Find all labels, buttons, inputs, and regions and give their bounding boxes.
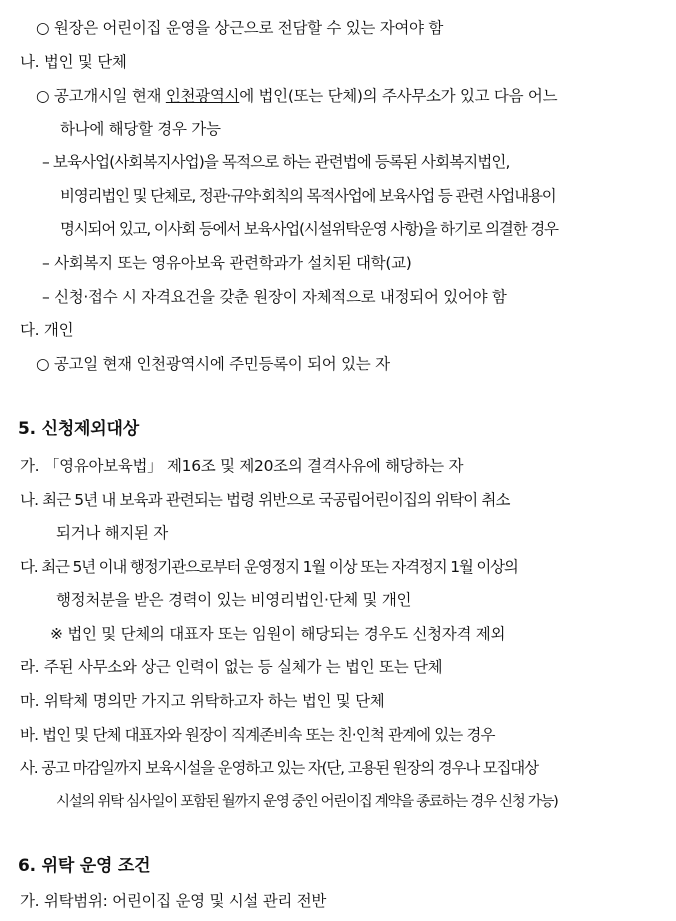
- text-line: 되거나 해지된 자: [56, 524, 168, 542]
- text-segment: 에 법인(또는 단체)의 주사무소가 있고 다음 어느: [239, 87, 558, 105]
- text-line: 명시되어 있고, 이사회 등에서 보육사업(시설위탁운영 사항)을 하기로 의결한 경우: [60, 220, 558, 238]
- text-line: – 사회복지 또는 영유아보육 관련학과가 설치된 대학(교): [42, 254, 412, 272]
- text-line: 다. 최근 5년 이내 행정기관으로부터 운영정지 1월 이상 또는 자격정지 1월 이상의: [20, 558, 518, 576]
- text-line: 행정처분을 받은 경력이 있는 비영리법인·단체 및 개인: [56, 591, 412, 609]
- text-line: 사. 공고 마감일까지 보육시설을 운영하고 있는 자(단, 고용된 원장의 경우나 모집대상: [20, 759, 538, 777]
- text-line: ○ 원장은 어린이집 운영을 상근으로 전담할 수 있는 자여야 함: [36, 19, 444, 37]
- text-line: 마. 위탁체 명의만 가지고 위탁하고자 하는 법인 및 단체: [20, 692, 385, 710]
- subsection-heading: 나. 법인 및 단체: [20, 53, 127, 71]
- text-segment: ○ 공고개시일 현재: [36, 87, 166, 105]
- text-line: – 보육사업(사회복지사업)을 목적으로 하는 관련법에 등록된 사회복지법인,: [42, 153, 510, 171]
- text-line: 가. 위탁범위: 어린이집 운영 및 시설 관리 전반: [20, 892, 327, 910]
- underlined-text: 인천광역시: [165, 87, 240, 105]
- text-line: 시설의 위탁 심사일이 포함된 월까지 운영 중인 어린이집 계약을 종료하는 경우 신청 가능): [56, 794, 558, 810]
- section-heading: 5. 신청제외대상: [18, 419, 139, 439]
- text-line: [36, 85, 557, 107]
- subsection-heading: 다. 개인: [20, 321, 74, 339]
- text-line: 라. 주된 사무소와 상근 인력이 없는 등 실체가 는 법인 또는 단체: [20, 658, 443, 676]
- text-line: – 신청·접수 시 자격요건을 갖춘 원장이 자체적으로 내정되어 있어야 함: [42, 288, 507, 306]
- text-line: ○ 공고일 현재 인천광역시에 주민등록이 되어 있는 자: [36, 355, 390, 373]
- note-line: ※ 법인 및 단체의 대표자 또는 임원이 해당되는 경우도 신청자격 제외: [50, 625, 506, 643]
- section-heading: 6. 위탁 운영 조건: [18, 856, 151, 876]
- text-line: 비영리법인 및 단체로, 정관·규약·회칙의 목적사업에 보육사업 등 관련 사업내용이: [60, 187, 556, 205]
- text-line: 나. 최근 5년 내 보육과 관련되는 법령 위반으로 국공립어린이집의 위탁이 취소: [20, 491, 510, 509]
- text-line: 바. 법인 및 단체 대표자와 원장이 직계존비속 또는 친·인척 관계에 있는 경우: [20, 726, 495, 744]
- text-line: 하나에 해당할 경우 가능: [60, 120, 221, 138]
- text-line: 가. 「영유아보육법」 제16조 및 제20조의 결격사유에 해당하는 자: [20, 457, 464, 475]
